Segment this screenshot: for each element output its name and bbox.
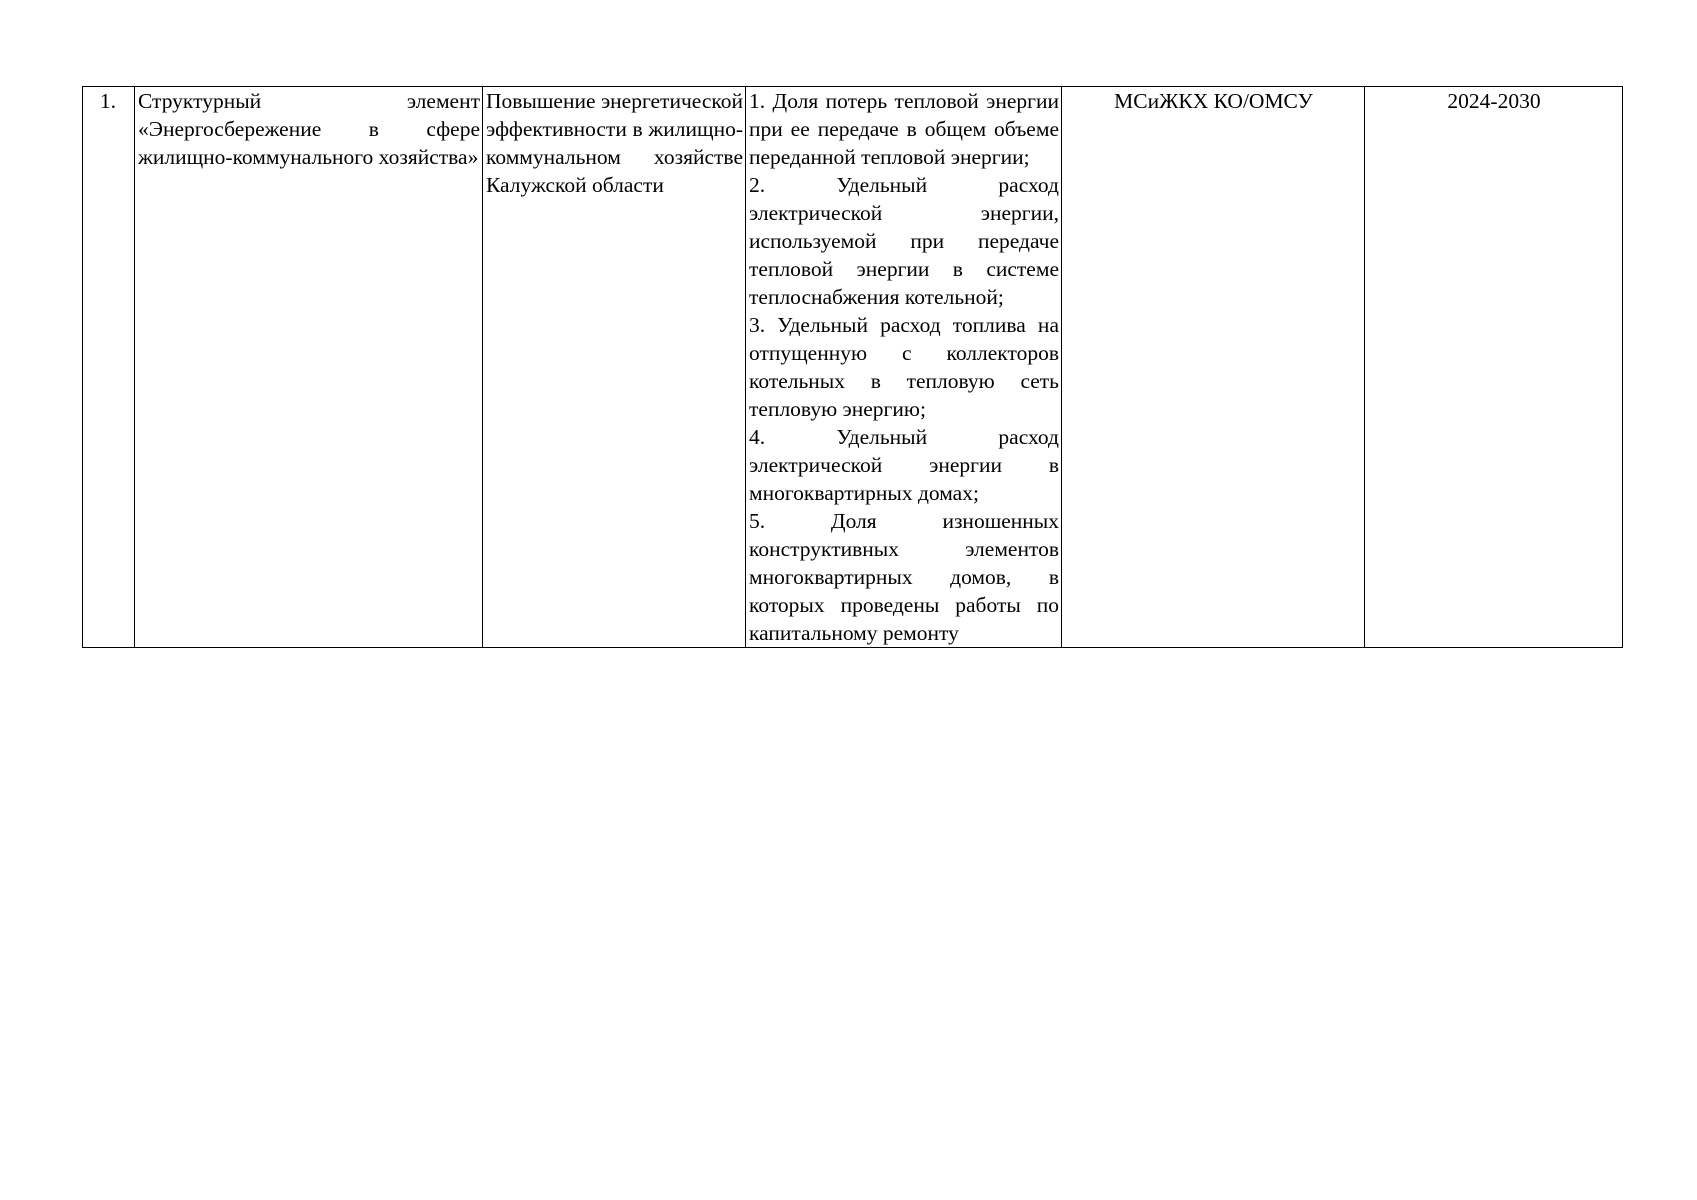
structural-element-cell <box>135 87 483 648</box>
indicator-item: 4. Удельный расход электрической энергии в многоквартирных домах; <box>749 425 1059 505</box>
row-number: 1. <box>83 87 135 648</box>
indicator-item: 1. Доля потерь тепловой энергии при ее передаче в общем объеме переданной тепловой энергии; <box>749 89 1059 169</box>
table-row <box>83 87 1623 648</box>
indicator-item: 3. Удельный расход топлива на отпущенную с коллекторов котельных в тепловую сеть тепловую энергию; <box>749 313 1059 421</box>
structural-element-text: Структурный элемент «Энергосбережение в сфере жилищно-коммунального хозяйства» <box>138 89 480 169</box>
program-structure-table <box>82 86 1623 648</box>
indicators-cell <box>746 87 1062 648</box>
indicator-item: 2. Удельный расход электрической энергии, используемой при передаче тепловой энергии в системе теплоснабжения котельной; <box>749 173 1059 309</box>
responsible-executor: МСиЖКХ КО/ОМСУ <box>1062 87 1365 648</box>
indicator-item: 5. Доля изношенных конструктивных элементов многоквартирных домов, в которых проведены работы по капитальному ремонту <box>749 509 1059 645</box>
task-cell <box>483 87 746 648</box>
implementation-period: 2024-2030 <box>1365 87 1623 648</box>
task-text: Повышение энергетической эффективности в жилищно-коммунальном хозяйстве Калужской области <box>486 89 743 197</box>
